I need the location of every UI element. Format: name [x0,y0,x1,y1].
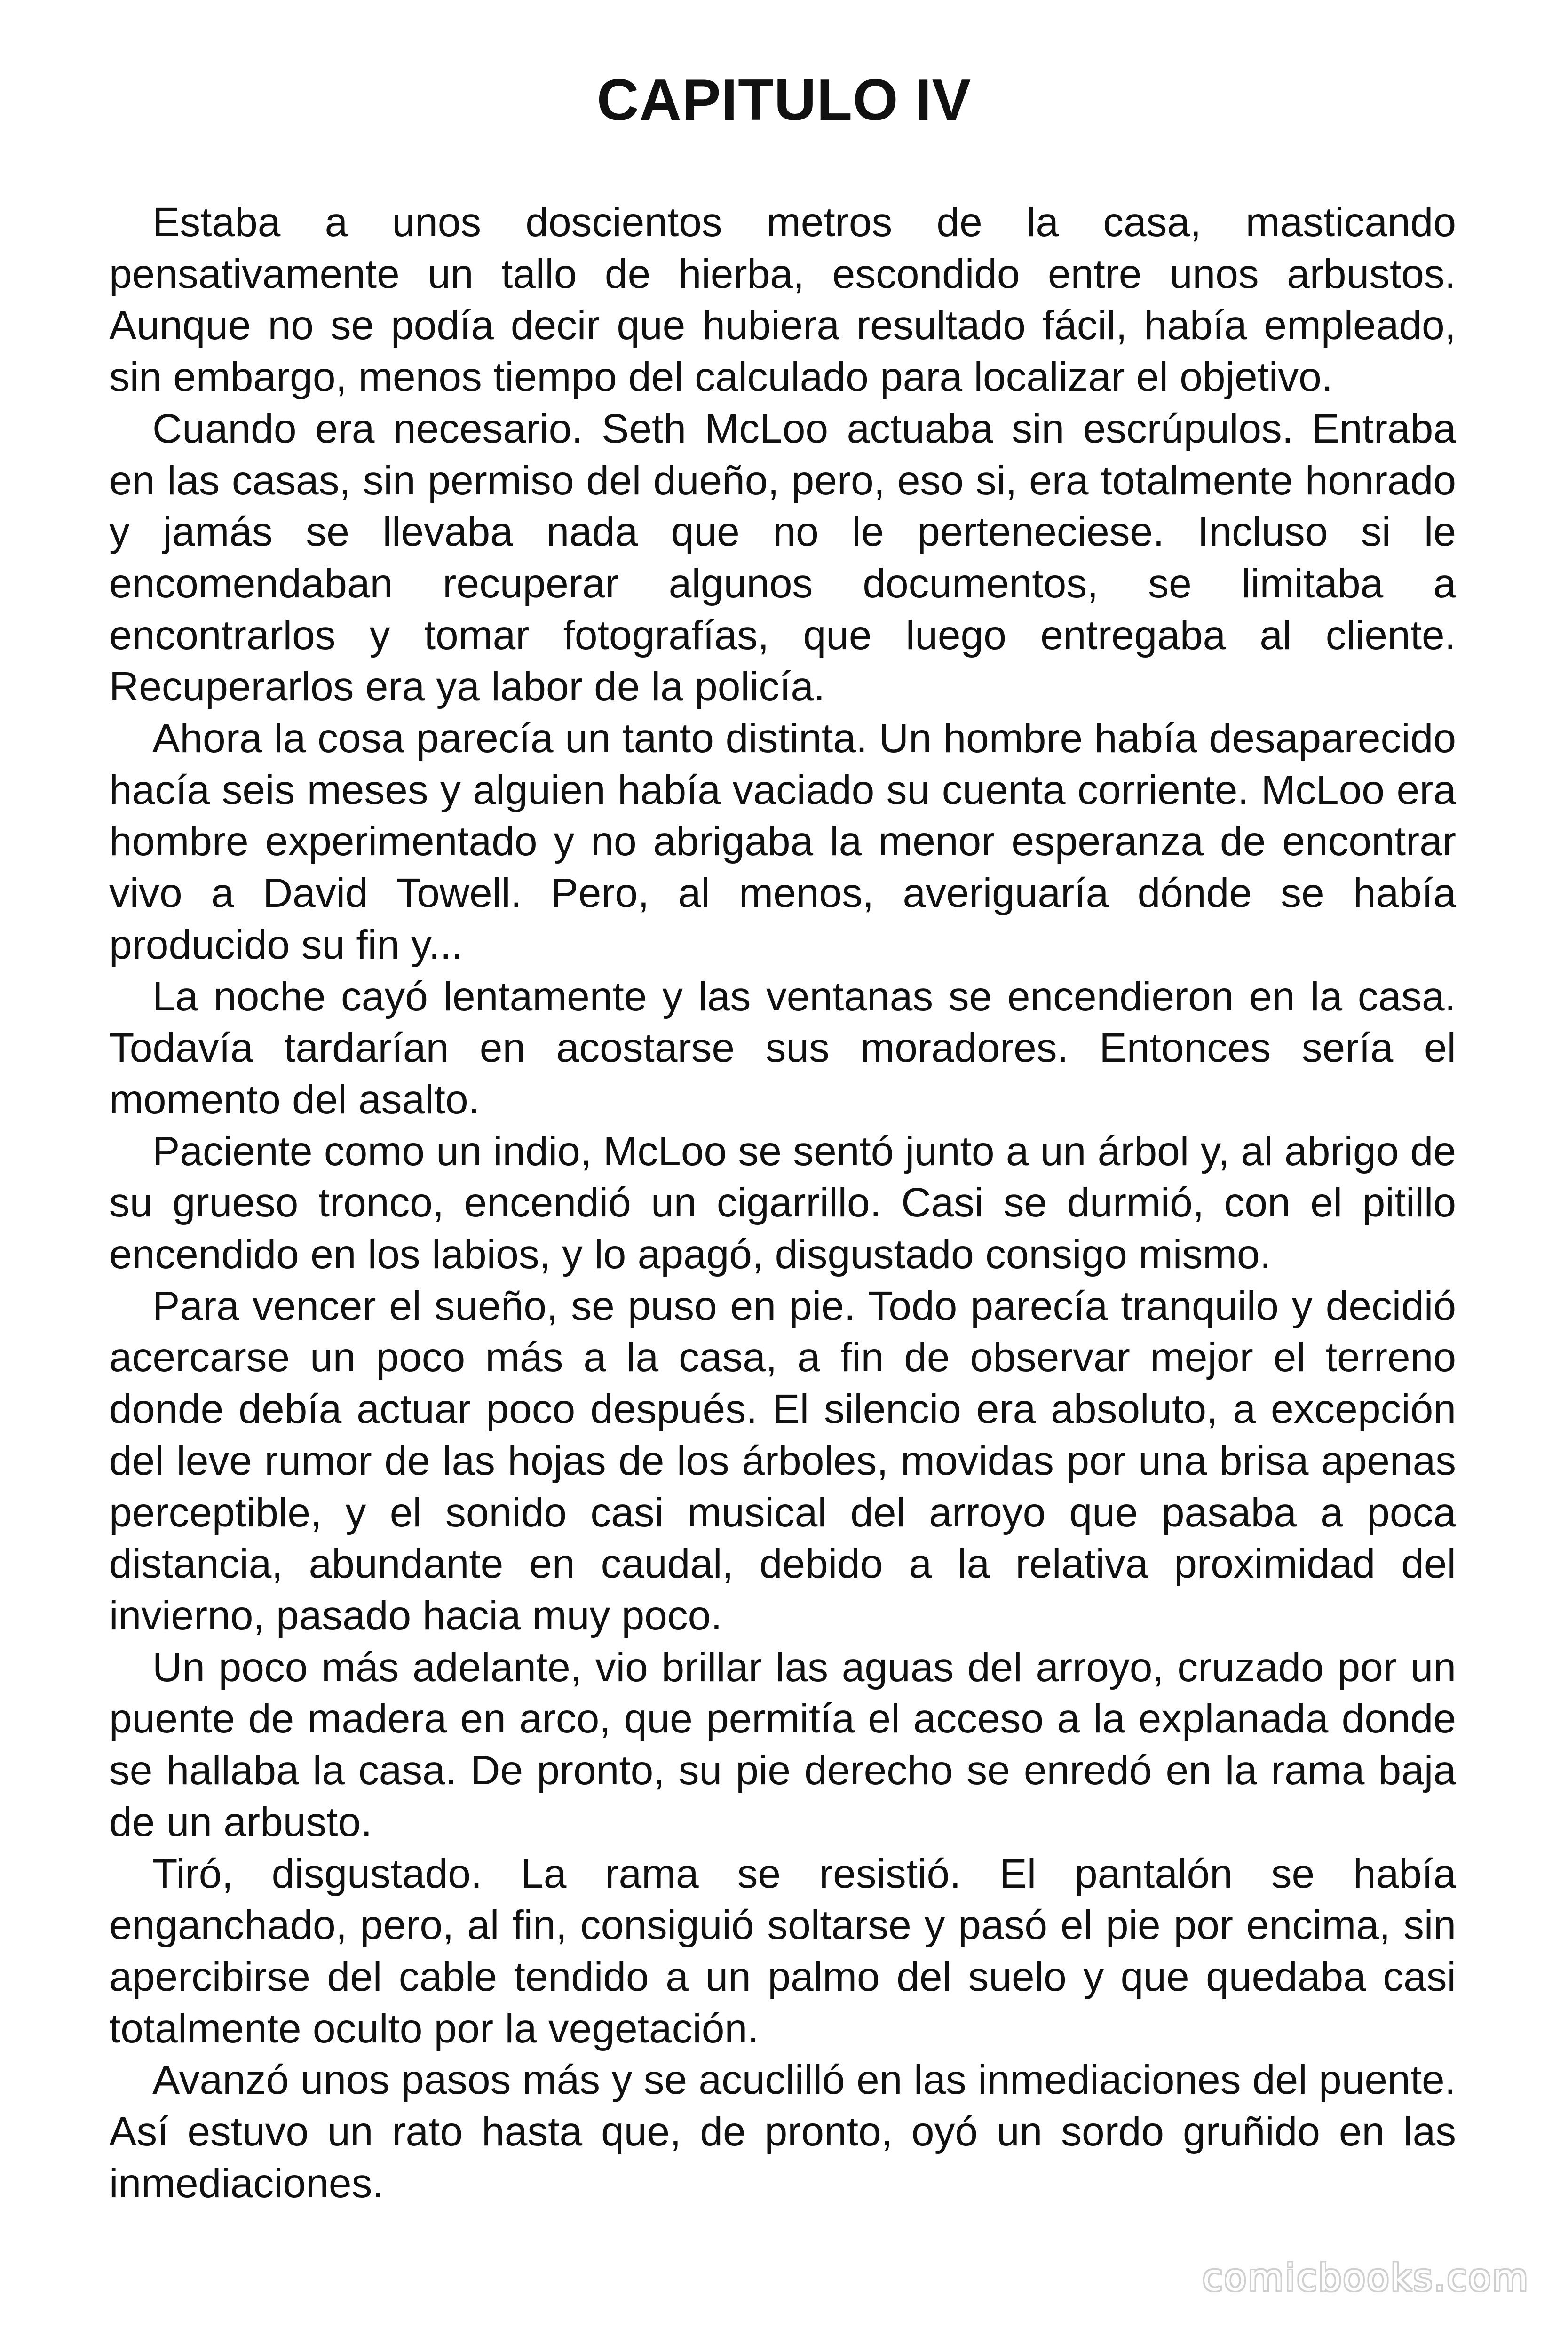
paragraph-5: Paciente como un indio, McLoo se sentó junto a un árbol y, al abrigo de su grueso tronco, encendió un cigarrillo. Casi se durmió, con el pitillo encendido en los labios, y lo apagó, disgustado consigo mismo. [109,1128,1456,1278]
paragraph-9: Avanzó unos pasos más y se acuclilló en las inmediaciones del puente. Así estuvo un rato hasta que, de pronto, oyó un sordo gruñido en las inmediaciones. [109,2057,1456,2206]
paragraph-4: La noche cayó lentamente y las ventanas se encendieron en la casa. Todavía tardarían en acostarse sus moradores. Entonces sería el momento del asalto. [109,973,1456,1122]
paragraph-1: Estaba a unos doscientos metros de la casa, masticando pensativamente un tallo de hierba, escondido entre unos arbustos. Aunque no se podía decir que hubiera resultado fácil, había empleado, sin embargo, menos tiempo del calculado para localizar el objetivo. [109,199,1456,400]
paragraph-7: Un poco más adelante, vio brillar las aguas del arroyo, cruzado por un puente de madera en arco, que permitía el acceso a la explanada donde se hallaba la casa. De pronto, su pie derecho se enredó en la rama baja de un arbusto. [109,1644,1456,1845]
paragraph-8: Tiró, disgustado. La rama se resistió. El pantalón se había enganchado, pero, al fin, consiguió soltarse y pasó el pie por encima, sin apercibirse del cable tendido a un palmo del suelo y que quedaba casi totalmente oculto por la vegetación. [109,1850,1456,2051]
watermark: comicbooks.com [1202,2257,1529,2299]
paragraph-2: Cuando era necesario. Seth McLoo actuaba sin escrúpulos. Entraba en las casas, sin permiso del dueño, pero, eso si, era totalmente honrado y jamás se llevaba nada que no le perteneciese. Incluso si le encomendaban recuperar algunos documentos, se limitaba a encontrarlos y tomar fotografías, que luego entregaba al cliente. Recuperarlos era ya labor de la policía. [109,405,1456,710]
paragraph-3: Ahora la cosa parecía un tanto distinta. Un hombre había desaparecido hacía seis meses y alguien había vaciado su cuenta corriente. McLoo era hombre experimentado y no abrigaba la menor esperanza de encontrar vivo a David Towell. Pero, al menos, averiguaría dónde se había producido su fin y... [109,715,1456,968]
chapter-title: CAPITULO IV [596,68,972,133]
chapter-body [109,197,1456,2209]
paragraph-6: Para vencer el sueño, se puso en pie. Todo parecía tranquilo y decidió acercarse un poco más a la casa, a fin de observar mejor el terreno donde debía actuar poco después. El silencio era absoluto, a excepción del leve rumor de las hojas de los árboles, movidas por una brisa apenas perceptible, y el sonido casi musical del arroyo que pasaba a poca distancia, abundante en caudal, debido a la relativa proximidad del invierno, pasado hacia muy poco. [109,1282,1456,1638]
